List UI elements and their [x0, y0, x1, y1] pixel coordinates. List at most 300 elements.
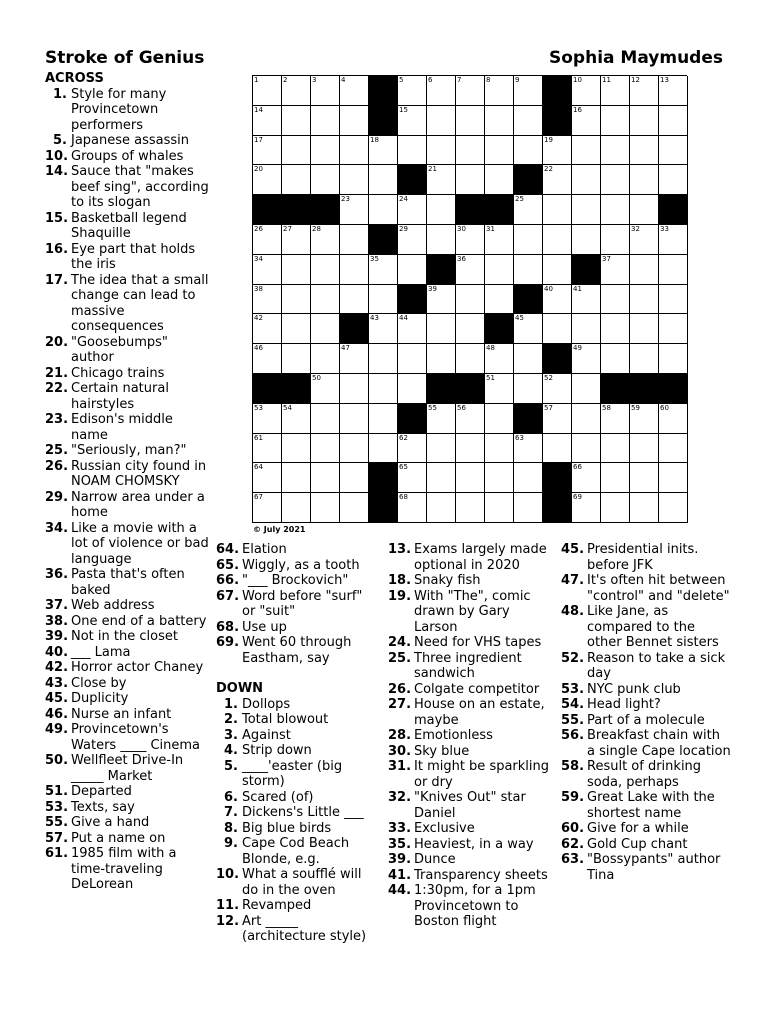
clue-text: Revamped — [242, 898, 312, 913]
grid-cell[interactable] — [514, 136, 543, 166]
across-clue — [45, 133, 210, 149]
grid-cell[interactable] — [572, 76, 601, 106]
grid-cell[interactable] — [282, 434, 311, 464]
grid-cell[interactable] — [427, 434, 456, 464]
grid-cell[interactable] — [398, 136, 427, 166]
grid-cell[interactable] — [630, 106, 659, 136]
grid-cell[interactable] — [601, 165, 630, 195]
down-clue — [388, 790, 556, 821]
clue-text: Departed — [71, 784, 132, 799]
grid-cell[interactable] — [282, 76, 311, 106]
grid-cell[interactable] — [369, 314, 398, 344]
grid-cell[interactable] — [427, 106, 456, 136]
grid-cell[interactable] — [398, 434, 427, 464]
grid-cell[interactable] — [311, 225, 340, 255]
grid-cell[interactable] — [282, 136, 311, 166]
grid-cell[interactable] — [340, 493, 369, 523]
clue-number: 33. — [388, 821, 412, 836]
grid-cell[interactable] — [659, 314, 688, 344]
grid-cell[interactable] — [253, 434, 282, 464]
grid-cell[interactable] — [601, 225, 630, 255]
grid-cell[interactable] — [485, 404, 514, 434]
clue-number: 61. — [45, 846, 69, 861]
cell-number: 57 — [544, 403, 553, 412]
grid-cell[interactable] — [282, 344, 311, 374]
across-clue — [216, 589, 376, 620]
grid-cell[interactable] — [630, 165, 659, 195]
grid-cell[interactable] — [485, 285, 514, 315]
cell-number: 68 — [399, 493, 408, 502]
grid-cell[interactable] — [369, 255, 398, 285]
down-clue — [388, 651, 556, 682]
grid-cell[interactable] — [456, 165, 485, 195]
grid-cell[interactable] — [485, 434, 514, 464]
grid-cell[interactable] — [630, 136, 659, 166]
clue-number: 15. — [45, 210, 69, 226]
grid-cell[interactable] — [340, 463, 369, 493]
grid-cell[interactable] — [398, 493, 427, 523]
clue-number: 19. — [388, 588, 412, 604]
cell-number: 14 — [254, 105, 263, 114]
grid-cell[interactable] — [340, 344, 369, 374]
grid-cell[interactable] — [543, 255, 572, 285]
grid-cell[interactable] — [253, 493, 282, 523]
across-clue — [45, 459, 210, 490]
grid-cell[interactable] — [253, 76, 282, 106]
grid-cell[interactable] — [369, 165, 398, 195]
clue-number: 51. — [45, 784, 69, 799]
grid-block — [369, 225, 398, 255]
grid-cell[interactable] — [311, 344, 340, 374]
grid-cell[interactable] — [398, 344, 427, 374]
grid-cell[interactable] — [340, 106, 369, 136]
clue-text: "Goosebumps" author — [71, 334, 168, 365]
grid-cell[interactable] — [427, 165, 456, 195]
clue-number: 16. — [45, 241, 69, 257]
clue-text: 1:30pm, for a 1pm Provincetown to Boston flight — [414, 883, 536, 929]
cell-number: 24 — [399, 195, 408, 204]
grid-cell[interactable] — [572, 225, 601, 255]
clue-text: Texts, say — [71, 799, 135, 815]
grid-cell[interactable] — [456, 255, 485, 285]
cell-number: 52 — [544, 373, 553, 382]
grid-cell[interactable] — [630, 195, 659, 225]
grid-cell[interactable] — [369, 285, 398, 315]
down-clue — [561, 837, 731, 853]
across-header: ACROSS — [45, 71, 104, 86]
grid-cell[interactable] — [630, 225, 659, 255]
across-clue — [45, 381, 210, 412]
down-clue — [216, 728, 376, 744]
grid-cell[interactable] — [427, 344, 456, 374]
grid-cell[interactable] — [572, 374, 601, 404]
grid-cell[interactable] — [601, 404, 630, 434]
grid-cell[interactable] — [398, 225, 427, 255]
cell-number: 10 — [573, 76, 582, 84]
grid-cell[interactable] — [485, 374, 514, 404]
clue-number: 4. — [224, 743, 238, 758]
grid-cell[interactable] — [601, 314, 630, 344]
grid-cell[interactable] — [485, 136, 514, 166]
clue-text: Close by — [71, 675, 127, 691]
grid-cell[interactable] — [659, 493, 688, 523]
grid-cell[interactable] — [485, 165, 514, 195]
cell-number: 7 — [457, 76, 462, 84]
grid-cell[interactable] — [282, 493, 311, 523]
grid-cell[interactable] — [572, 165, 601, 195]
grid-cell[interactable] — [601, 195, 630, 225]
grid-cell[interactable] — [369, 136, 398, 166]
grid-cell[interactable] — [253, 463, 282, 493]
grid-block — [427, 255, 456, 285]
grid-cell[interactable] — [427, 463, 456, 493]
clue-number: 40. — [45, 644, 69, 660]
grid-cell[interactable] — [659, 106, 688, 136]
down-clue — [561, 759, 731, 790]
grid-cell[interactable] — [572, 493, 601, 523]
clue-number: 23. — [45, 412, 69, 427]
clue-text: Three ingredient sandwich — [414, 650, 522, 681]
clue-number: 65. — [216, 557, 240, 573]
grid-cell[interactable] — [253, 404, 282, 434]
grid-cell[interactable] — [340, 374, 369, 404]
puzzle-author: Sophia Maymudes — [549, 48, 723, 68]
grid-cell[interactable] — [282, 225, 311, 255]
grid-cell[interactable] — [630, 285, 659, 315]
clue-number: 21. — [45, 365, 69, 381]
grid-cell[interactable] — [514, 344, 543, 374]
grid-cell[interactable] — [485, 344, 514, 374]
grid-cell[interactable] — [485, 76, 514, 106]
grid-cell[interactable] — [282, 285, 311, 315]
cell-number: 9 — [515, 76, 520, 84]
grid-cell[interactable] — [630, 493, 659, 523]
grid-cell[interactable] — [630, 314, 659, 344]
grid-cell[interactable] — [601, 434, 630, 464]
clue-text: Scared (of) — [242, 789, 314, 805]
cell-number: 49 — [573, 344, 582, 353]
grid-cell[interactable] — [543, 195, 572, 225]
clue-text: Duplicity — [71, 691, 129, 706]
grid-cell[interactable] — [398, 463, 427, 493]
grid-block — [572, 255, 601, 285]
grid-cell[interactable] — [572, 285, 601, 315]
grid-cell[interactable] — [282, 165, 311, 195]
grid-cell[interactable] — [659, 225, 688, 255]
grid-cell[interactable] — [398, 76, 427, 106]
clue-number: 37. — [45, 598, 69, 613]
clue-number: 25. — [45, 443, 69, 458]
grid-cell[interactable] — [427, 225, 456, 255]
grid-block — [427, 374, 456, 404]
grid-cell[interactable] — [427, 404, 456, 434]
cell-number: 60 — [660, 403, 669, 412]
grid-cell[interactable] — [369, 434, 398, 464]
clue-text: Great Lake with the shortest name — [587, 790, 715, 821]
clue-number: 9. — [224, 836, 238, 851]
grid-cell[interactable] — [456, 463, 485, 493]
clue-text: Give a hand — [71, 815, 150, 830]
grid-cell[interactable] — [514, 434, 543, 464]
grid-cell[interactable] — [253, 106, 282, 136]
grid-cell[interactable] — [485, 225, 514, 255]
across-clue — [45, 521, 210, 568]
cell-number: 22 — [544, 165, 553, 174]
cell-number: 12 — [631, 76, 640, 84]
grid-cell[interactable] — [398, 195, 427, 225]
clue-text: Dunce — [414, 852, 456, 867]
grid-cell[interactable] — [282, 463, 311, 493]
cell-number: 21 — [428, 165, 437, 174]
grid-cell[interactable] — [282, 255, 311, 285]
grid-cell[interactable] — [485, 463, 514, 493]
clues-column-1 — [45, 71, 210, 893]
clue-number: 59. — [561, 790, 585, 805]
down-clue — [216, 790, 376, 806]
grid-cell[interactable] — [601, 136, 630, 166]
grid-cell[interactable] — [456, 76, 485, 106]
grid-cell[interactable] — [311, 285, 340, 315]
grid-cell[interactable] — [427, 493, 456, 523]
grid-cell[interactable] — [340, 404, 369, 434]
grid-cell[interactable] — [456, 404, 485, 434]
clue-text: Big blue birds — [242, 820, 332, 836]
grid-cell[interactable] — [253, 225, 282, 255]
grid-cell[interactable] — [659, 404, 688, 434]
grid-cell[interactable] — [514, 195, 543, 225]
down-clue — [216, 712, 376, 728]
down-clue — [388, 837, 556, 853]
clue-number: 41. — [388, 867, 412, 883]
grid-cell[interactable] — [340, 195, 369, 225]
grid-cell[interactable] — [543, 225, 572, 255]
grid-cell[interactable] — [514, 76, 543, 106]
down-clue — [561, 713, 731, 729]
grid-cell[interactable] — [311, 136, 340, 166]
grid-cell[interactable] — [630, 434, 659, 464]
clue-number: 1. — [53, 86, 67, 102]
grid-cell[interactable] — [340, 255, 369, 285]
down-clue — [388, 635, 556, 651]
grid-cell[interactable] — [311, 106, 340, 136]
grid-cell[interactable] — [543, 285, 572, 315]
grid-block — [514, 165, 543, 195]
grid-cell[interactable] — [369, 404, 398, 434]
grid-cell[interactable] — [369, 344, 398, 374]
grid-cell[interactable] — [601, 255, 630, 285]
grid-cell[interactable] — [543, 314, 572, 344]
down-clue — [216, 867, 376, 898]
cell-number: 45 — [515, 314, 524, 323]
across-clue — [45, 87, 210, 134]
grid-block — [456, 195, 485, 225]
grid-cell[interactable] — [630, 463, 659, 493]
grid-cell[interactable] — [427, 76, 456, 106]
grid-cell[interactable] — [659, 136, 688, 166]
clue-text: Sky blue — [414, 743, 470, 759]
clue-text: "Knives Out" star Daniel — [414, 790, 526, 821]
grid-cell[interactable] — [369, 195, 398, 225]
cell-number: 51 — [486, 373, 495, 382]
grid-cell[interactable] — [659, 463, 688, 493]
cell-number: 61 — [254, 433, 263, 442]
grid-cell[interactable] — [282, 314, 311, 344]
grid-cell[interactable] — [572, 434, 601, 464]
cell-number: 29 — [399, 224, 408, 233]
grid-cell[interactable] — [340, 285, 369, 315]
cell-number: 27 — [283, 224, 292, 233]
grid-cell[interactable] — [630, 344, 659, 374]
grid-cell[interactable] — [659, 285, 688, 315]
grid-cell[interactable] — [601, 76, 630, 106]
grid-cell[interactable] — [543, 434, 572, 464]
grid-cell[interactable] — [543, 374, 572, 404]
grid-cell[interactable] — [398, 106, 427, 136]
grid-cell[interactable] — [398, 314, 427, 344]
grid-cell[interactable] — [456, 434, 485, 464]
grid-cell[interactable] — [427, 195, 456, 225]
down-clue — [216, 914, 376, 945]
clue-number: 39. — [45, 629, 69, 644]
grid-cell[interactable] — [514, 106, 543, 136]
grid-cell[interactable] — [282, 106, 311, 136]
cell-number: 69 — [573, 493, 582, 502]
grid-cell[interactable] — [630, 404, 659, 434]
grid-cell[interactable] — [543, 136, 572, 166]
grid-cell[interactable] — [456, 285, 485, 315]
grid-cell[interactable] — [456, 493, 485, 523]
clue-number: 12. — [216, 913, 240, 929]
grid-cell[interactable] — [572, 344, 601, 374]
clue-number: 31. — [388, 759, 412, 774]
grid-cell[interactable] — [456, 344, 485, 374]
clue-text: Put a name on — [71, 830, 166, 846]
down-clue — [561, 728, 731, 759]
grid-cell[interactable] — [398, 374, 427, 404]
grid-cell[interactable] — [514, 493, 543, 523]
grid-cell[interactable] — [427, 285, 456, 315]
down-clue — [561, 852, 731, 883]
grid-cell[interactable] — [253, 314, 282, 344]
grid-cell[interactable] — [659, 165, 688, 195]
clue-number: 45. — [561, 542, 585, 557]
grid-cell[interactable] — [543, 404, 572, 434]
grid-cell[interactable] — [253, 136, 282, 166]
grid-cell[interactable] — [572, 195, 601, 225]
grid-cell[interactable] — [311, 493, 340, 523]
grid-cell[interactable] — [514, 463, 543, 493]
grid-cell[interactable] — [340, 225, 369, 255]
clue-text: Went 60 through Eastham, say — [242, 635, 352, 666]
grid-cell[interactable] — [572, 106, 601, 136]
grid-cell[interactable] — [340, 165, 369, 195]
grid-cell[interactable] — [427, 136, 456, 166]
grid-cell[interactable] — [369, 374, 398, 404]
clue-text: "Bossypants" author Tina — [587, 852, 721, 883]
grid-cell[interactable] — [659, 255, 688, 285]
clue-number: 5. — [224, 758, 238, 774]
grid-cell[interactable] — [514, 374, 543, 404]
grid-cell[interactable] — [340, 76, 369, 106]
grid-cell[interactable] — [456, 136, 485, 166]
clue-text: Head light? — [587, 697, 661, 712]
grid-cell[interactable] — [572, 404, 601, 434]
grid-cell[interactable] — [630, 255, 659, 285]
grid-cell[interactable] — [253, 344, 282, 374]
clue-number: 13. — [388, 542, 412, 557]
grid-cell[interactable] — [311, 404, 340, 434]
grid-cell[interactable] — [485, 255, 514, 285]
grid-cell[interactable] — [398, 255, 427, 285]
grid-cell[interactable] — [601, 106, 630, 136]
grid-cell[interactable] — [311, 374, 340, 404]
grid-cell[interactable] — [311, 434, 340, 464]
grid-cell[interactable] — [311, 463, 340, 493]
grid-cell[interactable] — [311, 76, 340, 106]
grid-cell[interactable] — [601, 493, 630, 523]
copyright-notice: © July 2021 — [253, 525, 306, 534]
grid-cell[interactable] — [311, 314, 340, 344]
down-clue — [216, 697, 376, 713]
cell-number: 19 — [544, 135, 553, 144]
grid-cell[interactable] — [572, 136, 601, 166]
grid-cell[interactable] — [514, 225, 543, 255]
clue-text: Cape Cod Beach Blonde, e.g. — [242, 836, 350, 867]
grid-block — [485, 314, 514, 344]
clue-text: Nurse an infant — [71, 706, 172, 722]
clue-text: Dollops — [242, 696, 291, 712]
grid-cell[interactable] — [659, 344, 688, 374]
grid-cell[interactable] — [253, 165, 282, 195]
grid-cell[interactable] — [659, 434, 688, 464]
grid-cell[interactable] — [253, 255, 282, 285]
grid-cell[interactable] — [572, 463, 601, 493]
grid-cell[interactable] — [456, 314, 485, 344]
grid-cell[interactable] — [456, 225, 485, 255]
grid-cell[interactable] — [282, 404, 311, 434]
grid-cell[interactable] — [601, 463, 630, 493]
across-clue — [45, 784, 210, 800]
grid-cell[interactable] — [543, 165, 572, 195]
grid-cell[interactable] — [630, 76, 659, 106]
crossword-grid — [252, 75, 687, 522]
grid-cell[interactable] — [427, 314, 456, 344]
cell-number: 2 — [283, 76, 288, 84]
down-clue — [561, 651, 731, 682]
grid-cell[interactable] — [253, 285, 282, 315]
down-clue — [216, 821, 376, 837]
down-clue — [388, 744, 556, 760]
grid-cell[interactable] — [514, 314, 543, 344]
grid-cell[interactable] — [340, 136, 369, 166]
grid-cell[interactable] — [601, 344, 630, 374]
grid-cell[interactable] — [311, 165, 340, 195]
grid-cell[interactable] — [601, 285, 630, 315]
clue-text: It's often hit between "control" and "delete" — [587, 573, 730, 604]
grid-cell[interactable] — [456, 106, 485, 136]
grid-cell[interactable] — [485, 106, 514, 136]
clue-number: 35. — [388, 836, 412, 852]
clue-text: Like Jane, as compared to the other Bennet sisters — [587, 604, 719, 650]
grid-cell[interactable] — [514, 255, 543, 285]
grid-cell[interactable] — [572, 314, 601, 344]
grid-cell[interactable] — [485, 493, 514, 523]
grid-cell[interactable] — [311, 255, 340, 285]
grid-cell[interactable] — [340, 434, 369, 464]
clue-number: 55. — [561, 712, 585, 728]
grid-cell[interactable] — [659, 76, 688, 106]
clue-text: Elation — [242, 542, 287, 557]
